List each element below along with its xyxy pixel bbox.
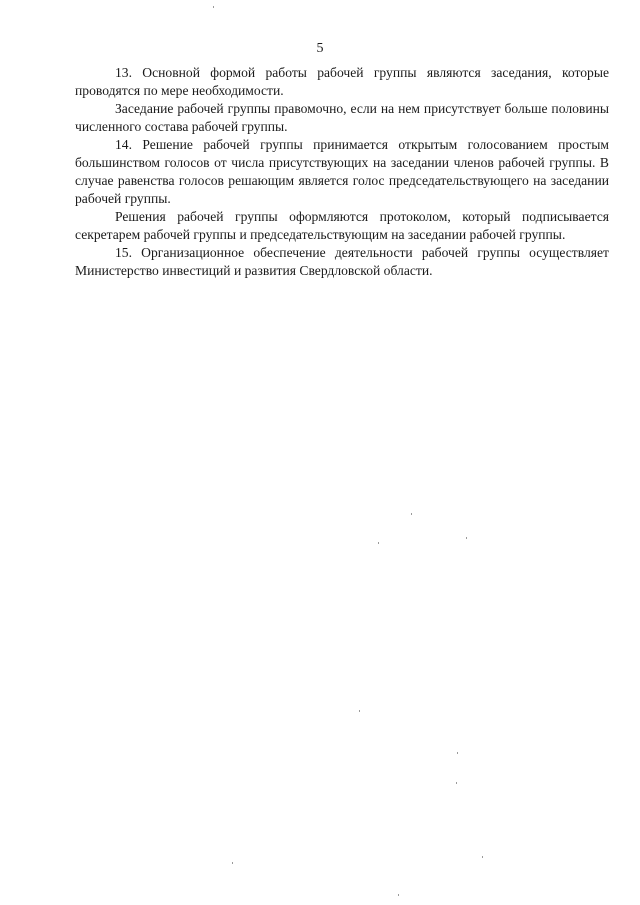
scan-speck	[398, 894, 399, 896]
paragraph-15: 15. Организационное обеспечение деятельности рабочей группы осуществляет Министерство инвестиций и развития Свердловской области.	[75, 245, 609, 278]
scan-speck	[411, 513, 412, 515]
scan-speck	[378, 542, 379, 544]
document-body	[75, 64, 609, 280]
scan-speck	[466, 537, 467, 539]
scan-speck	[359, 710, 360, 712]
paragraph-quorum: Заседание рабочей группы правомочно, если на нем присутствует больше половины численного состава рабочей группы.	[75, 101, 609, 134]
scan-speck	[213, 6, 214, 8]
scan-speck	[482, 856, 483, 858]
scan-speck	[232, 862, 233, 864]
paragraph-14: 14. Решение рабочей группы принимается открытым голосованием простым большинством голосов от числа присутствующих на заседании членов рабочей группы. В случае равенства голосов решающим является голос председательствующего на заседании рабочей группы.	[75, 137, 609, 206]
page-number: 5	[316, 41, 324, 56]
paragraph-protocol: Решения рабочей группы оформляются протоколом, который подписывается секретарем рабочей группы и председательствующим на заседании рабочей группы.	[75, 209, 609, 242]
scan-speck	[456, 782, 457, 784]
scan-speck	[457, 752, 458, 754]
paragraph-13: 13. Основной формой работы рабочей группы являются заседания, которые проводятся по мере необходимости.	[75, 65, 609, 98]
